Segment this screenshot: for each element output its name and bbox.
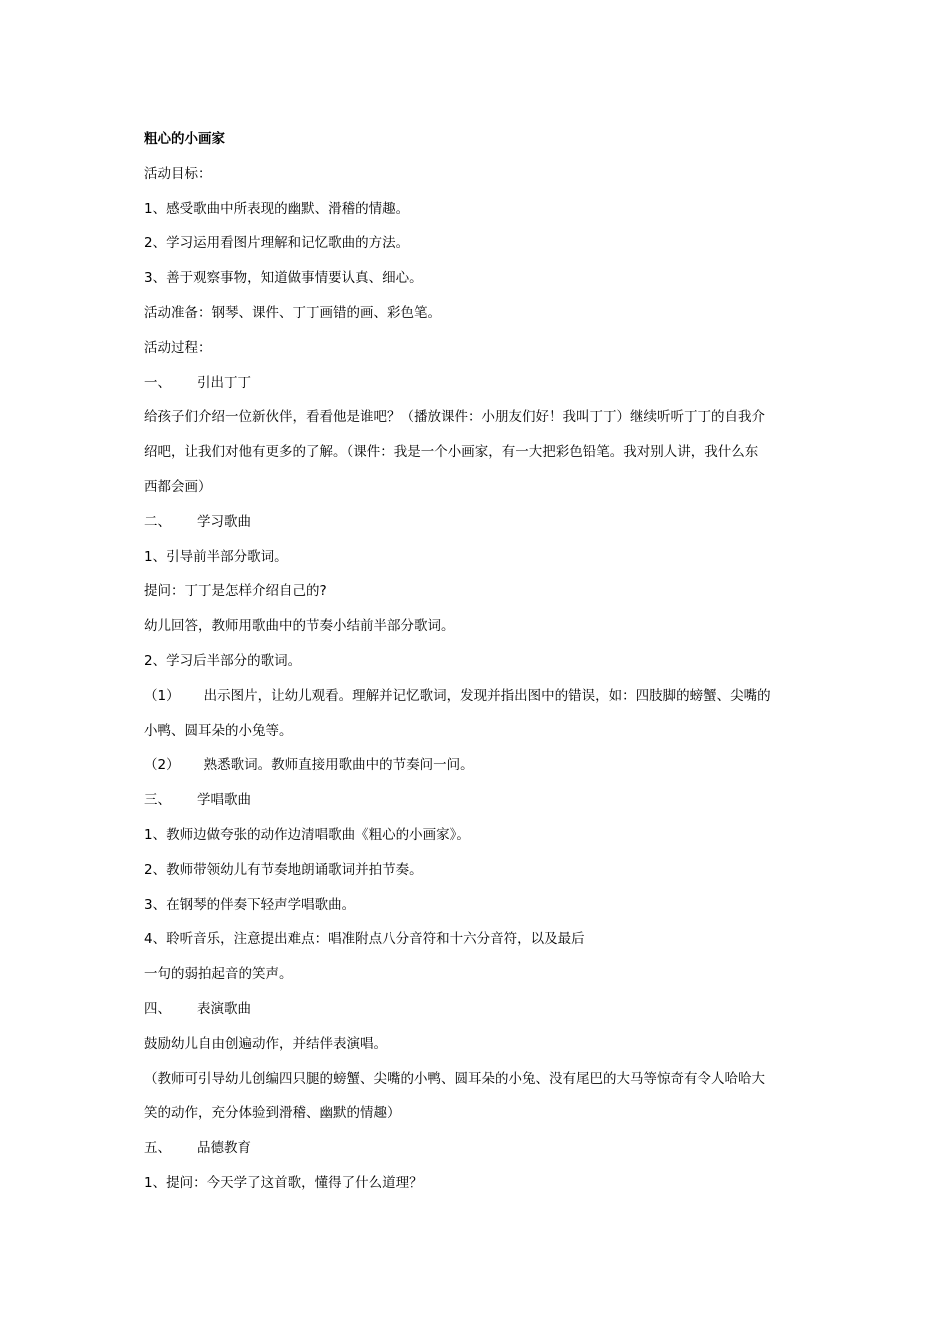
paragraph-line: 一句的弱拍起音的笑声。 <box>144 966 293 983</box>
paragraph-line: 小鸭、圆耳朵的小兔等。 <box>144 722 293 739</box>
item-number: （2） <box>144 757 180 774</box>
paragraph-line: 2、学习后半部分的歌词。 <box>144 652 302 669</box>
section-number: 三、 <box>144 792 171 809</box>
section-heading-1 <box>144 366 814 401</box>
paragraph-line: 4、聆听音乐，注意提出难点：唱准附点八分音符和十六分音符，以及最后 <box>144 931 585 948</box>
paragraph-line: 绍吧，让我们对他有更多的了解。（课件：我是一个小画家，有一大把彩色铅笔。我对别人讲，我什么东 <box>144 444 759 461</box>
goal-heading: 活动目标： <box>144 165 212 182</box>
preparation-text: 活动准备：钢琴、课件、丁丁画错的画、彩色笔。 <box>144 304 441 321</box>
item-text: 熟悉歌词。教师直接用歌曲中的节奏问一问。 <box>203 757 474 774</box>
section-title: 学唱歌曲 <box>197 792 251 809</box>
section-heading-3 <box>144 783 814 818</box>
paragraph-line: 2、教师带领幼儿有节奏地朗诵歌词并拍节奏。 <box>144 861 423 878</box>
item-text: 出示图片，让幼儿观看。理解并记忆歌词，发现并指出图中的错误，如：四肢脚的螃蟹、尖嘴的 <box>203 687 771 704</box>
paragraph-line: 1、提问：今天学了这首歌，懂得了什么道理？ <box>144 1174 423 1191</box>
paragraph-line: （教师可引导幼儿创编四只腿的螃蟹、尖嘴的小鸭、圆耳朵的小兔、没有尾巴的大马等惊奇有令人哈哈大 <box>144 1070 765 1087</box>
goal-item: 1、感受歌曲中所表现的幽默、滑稽的情趣。 <box>144 200 410 217</box>
paragraph-line: 1、教师边做夸张的动作边清唱歌曲《粗心的小画家》。 <box>144 826 470 843</box>
section-number: 四、 <box>144 1000 171 1017</box>
document-body <box>144 122 814 1201</box>
process-heading: 活动过程： <box>144 339 212 356</box>
section-title: 学习歌曲 <box>197 513 251 530</box>
section-title: 引出丁丁 <box>197 374 251 391</box>
section-heading-2 <box>144 505 814 540</box>
paragraph-line: 提问：丁丁是怎样介绍自己的? <box>144 583 327 600</box>
section-number: 二、 <box>144 513 171 530</box>
section-number: 一、 <box>144 374 171 391</box>
item-number: （1） <box>144 687 180 704</box>
section-number: 五、 <box>144 1140 171 1157</box>
section-heading-4 <box>144 992 814 1027</box>
paragraph-line: 幼儿回答，教师用歌曲中的节奏小结前半部分歌词。 <box>144 618 455 635</box>
paragraph-line: 1、引导前半部分歌词。 <box>144 548 288 565</box>
goal-item: 3、善于观察事物，知道做事情要认真、细心。 <box>144 270 423 287</box>
paragraph-line: 西都会画） <box>144 478 212 495</box>
section-heading-5 <box>144 1131 814 1166</box>
section-title: 品德教育 <box>197 1140 251 1157</box>
paragraph-line: 给孩子们介绍一位新伙伴，看看他是谁吧？（播放课件：小朋友们好！我叫丁丁）继续听听丁丁的自我介 <box>144 409 765 426</box>
section-title: 表演歌曲 <box>197 1000 251 1017</box>
paragraph-line: 笑的动作，充分体验到滑稽、幽默的情趣） <box>144 1105 401 1122</box>
goal-item: 2、学习运用看图片理解和记忆歌曲的方法。 <box>144 235 410 252</box>
numbered-item <box>144 748 814 783</box>
paragraph-line: 鼓励幼儿自由创遍动作，并结伴表演唱。 <box>144 1035 387 1052</box>
document-title: 粗心的小画家 <box>144 131 225 147</box>
numbered-item <box>144 679 814 714</box>
paragraph-line: 3、在钢琴的伴奏下轻声学唱歌曲。 <box>144 896 356 913</box>
